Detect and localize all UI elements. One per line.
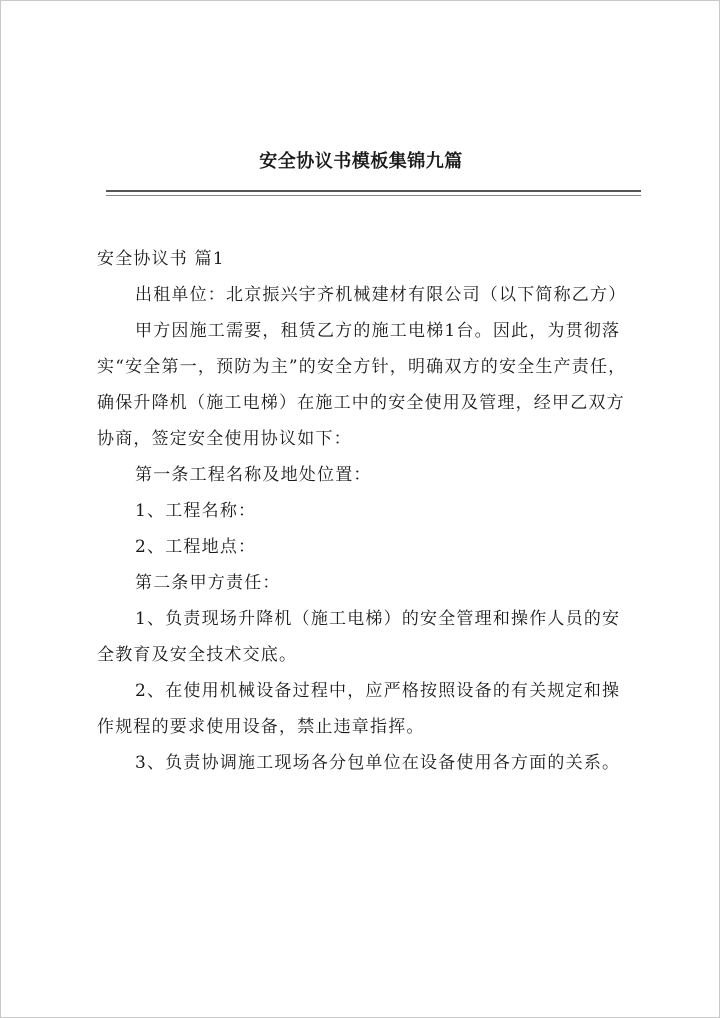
paragraph-project-name: 1、工程名称： [135,501,257,521]
paragraph-duty-1: 1、负责现场升降机（施工电梯）的安全管理和操作人员的安全教育及安全技术交底。 [97,609,621,665]
paragraph-duty-3: 3、负责协调施工现场各分包单位在设备使用各方面的关系。 [135,753,621,773]
document-title: 安全协议书模板集锦九篇 [259,151,463,172]
document-body [97,241,635,781]
paragraph-article-1: 第一条工程名称及地处位置： [135,465,372,485]
paragraph-duty-2: 2、在使用机械设备过程中，应严格按照设备的有关规定和操作规程的要求使用设备，禁止违章指挥。 [97,681,621,737]
paragraph-project-location: 2、工程地点： [135,537,257,557]
title-divider [106,190,641,192]
paragraph-article-2: 第二条甲方责任： [135,573,281,593]
title-divider-thin [106,195,641,196]
paragraph-lessor: 出租单位：北京振兴宇齐机械建材有限公司（以下简称乙方） [135,285,627,305]
paragraph-intro: 甲方因施工需要，租赁乙方的施工电梯1台。因此，为贯彻落实“安全第一，预防为主”的安全方针，明确双方的安全生产责任，确保升降机（施工电梯）在施工中的安全使用及管理，经甲乙双方协商，签定安全使用协议如下： [97,321,627,449]
section-heading: 安全协议书 篇1 [97,249,225,269]
